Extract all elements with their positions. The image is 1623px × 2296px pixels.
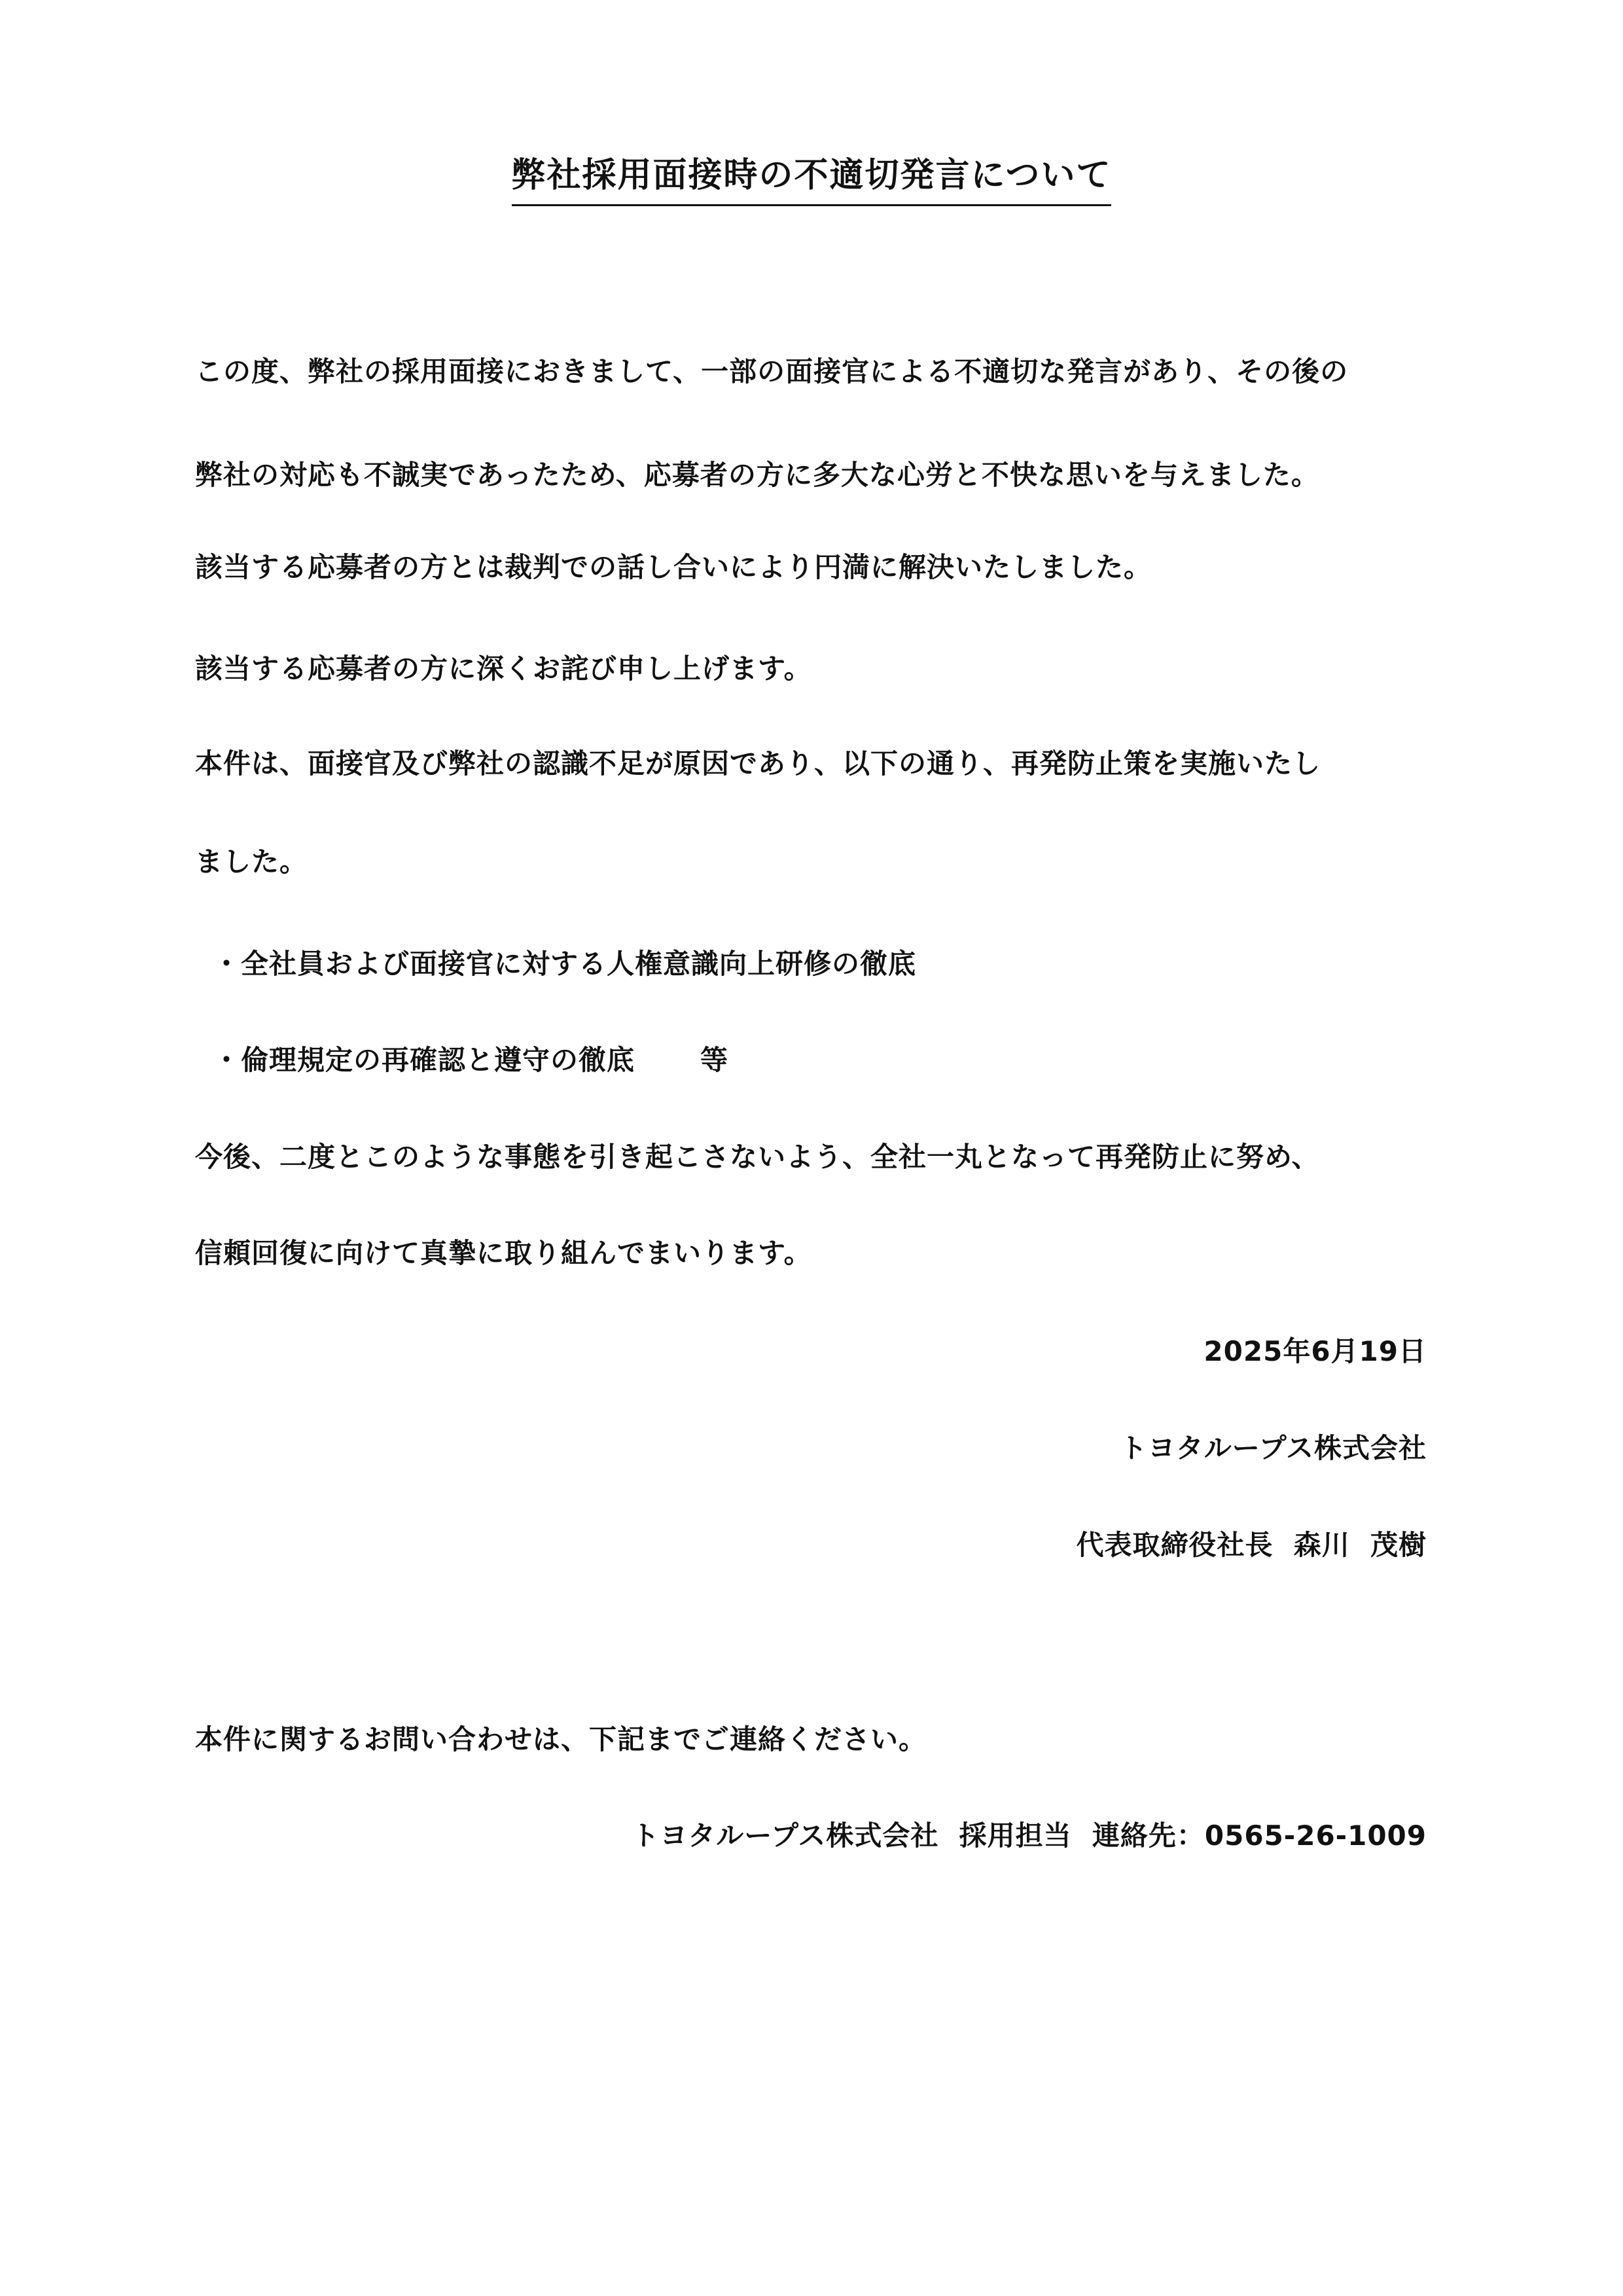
- contact-notice: 本件に関するお問い合わせは、下記までご連絡ください。: [195, 1723, 927, 1755]
- paragraph-5-line-1: 今後、二度とこのような事態を引き起こさないよう、全社一丸となって再発防止に努め、: [195, 1141, 1320, 1173]
- paragraph-1-line-2: 弊社の対応も不誠実であったため、応募者の方に多大な心労と不快な思いを与えました。: [195, 459, 1319, 491]
- signature-date: 2025年6月19日: [1204, 1335, 1427, 1367]
- paragraph-4-line-2: ました。: [195, 846, 308, 878]
- paragraph-3: 該当する応募者の方に深くお詫び申し上げます。: [195, 653, 812, 685]
- measure-item-1: ・全社員および面接官に対する人権意識向上研修の徹底: [213, 948, 917, 980]
- paragraph-1-line-1: この度、弊社の採用面接におきまして、一部の面接官による不適切な発言があり、その後の: [195, 355, 1349, 387]
- measure-suffix: 等: [700, 1044, 729, 1076]
- signature-representative: 代表取締役社長 森川 茂樹: [1076, 1529, 1427, 1561]
- measure-item-2-text: ・倫理規定の再確認と遵守の徹底: [213, 1044, 635, 1076]
- paragraph-5-line-2: 信頼回復に向けて真摯に取り組んでまいります。: [195, 1237, 812, 1269]
- document-title-text: 弊社採用面接時の不適切発言について: [512, 149, 1112, 206]
- contact-details: トヨタループス株式会社 採用担当 連絡先：0565-26-1009: [632, 1820, 1427, 1852]
- document-title: [0, 149, 1623, 206]
- paragraph-4-line-1: 本件は、面接官及び弊社の認識不足が原因であり、以下の通り、再発防止策を実施いたし: [195, 747, 1321, 780]
- measure-item-2: [213, 1041, 728, 1080]
- paragraph-2: 該当する応募者の方とは裁判での話し合いにより円満に解決いたしました。: [195, 551, 1152, 583]
- signature-company: トヨタループス株式会社: [1119, 1432, 1427, 1464]
